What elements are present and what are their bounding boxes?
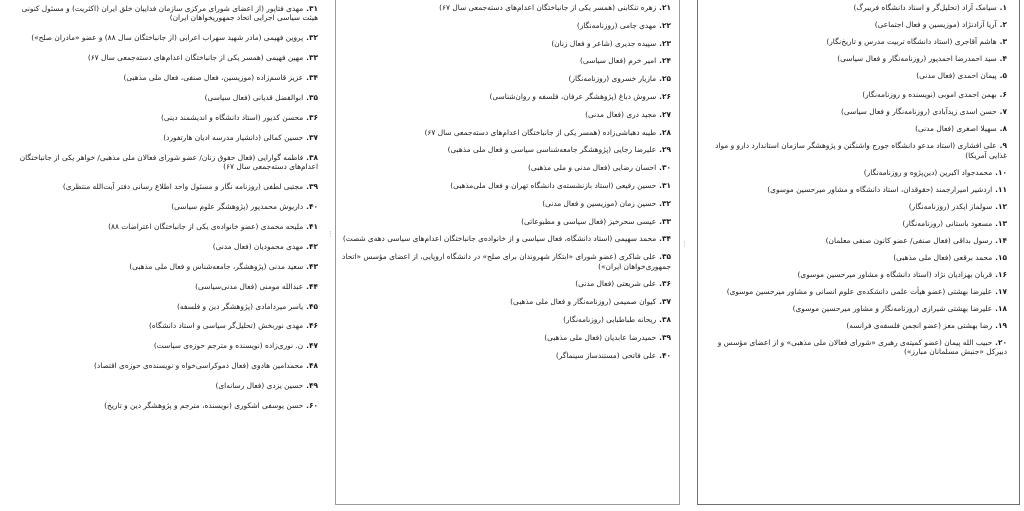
entry-text: مسعود باستانی (روزنامه‌نگار)	[902, 218, 993, 228]
signatory-entry	[708, 202, 1007, 211]
entry-number: ۶۰.	[306, 401, 318, 411]
signatory-entry	[340, 163, 671, 172]
signatory-entry	[6, 282, 318, 291]
entry-text: حسین رفیعی (استاد بازنشسته‌ی دانشگاه تهران و فعال ملی‌مذهبی)	[450, 180, 657, 190]
signatory-entry	[340, 297, 671, 306]
entry-number: ۴۰.	[659, 350, 671, 360]
entry-text: مازیار خسروی (روزنامه‌نگار)	[568, 74, 657, 84]
signatory-entry	[708, 20, 1007, 29]
entry-number: ۵.	[999, 71, 1007, 80]
entry-text: سعید مدنی (پژوهشگر، جامعه‌شناس و فعال ملی مذهبی)	[129, 261, 304, 271]
entry-text: هاشم آقاجری (استاد دانشگاه تربیت مدرس و تاریخ‌نگار)	[826, 37, 997, 46]
entry-number: ۱۹.	[995, 320, 1007, 330]
entry-text: سهیلا اصغری (فعال مدنی)	[915, 124, 997, 134]
entry-text: سروش دباغ (پژوهشگر عرفان، فلسفه و روان‌شناسی)	[489, 91, 657, 101]
entry-text: محمد سهیمی (استاد دانشگاه، فعال سیاسی و از خانواده‌ی جانباختگان اعدام‌های سیاسی دهه‌ی شصت)	[342, 234, 657, 244]
entry-number: ۲۸.	[659, 127, 671, 137]
entry-number: ۲۴.	[659, 56, 671, 66]
entry-text: مجتبی لطفی (روزنامه نگار و مسئول واحد اطلاع رسانی دفتر آیت‌الله منتظری)	[62, 182, 304, 192]
signatory-entry	[340, 279, 671, 288]
entry-text: محمدجواد اکبرین (دین‌پژوه و روزنامه‌نگار)	[863, 167, 993, 177]
entry-number: ۳.	[999, 37, 1007, 46]
signatory-entry	[340, 252, 671, 271]
signatory-entry	[708, 236, 1007, 245]
signatory-entry	[6, 222, 318, 231]
entry-text: عیسی سحرخیز (فعال سیاسی و مطبوعاتی)	[521, 216, 657, 226]
entry-number: ۶.	[999, 90, 1007, 100]
signatory-entry	[6, 302, 318, 311]
entry-number: ۴۶.	[306, 321, 318, 331]
entry-number: ۴۴.	[306, 281, 318, 291]
entry-text: داریوش محمدپور (پژوهشگر علوم سیاسی)	[171, 201, 304, 211]
signatory-entry	[340, 351, 671, 360]
entry-text: سپیده جدیری (شاعر و فعال زنان)	[551, 38, 657, 48]
entry-number: ۴۲.	[306, 241, 318, 251]
signatory-entry	[340, 39, 671, 48]
entry-number: ۳۴.	[659, 234, 671, 244]
entry-number: ۳۳.	[306, 53, 318, 63]
entry-number: ۲۲.	[659, 20, 671, 30]
entry-number: ۳۱.	[659, 180, 671, 190]
entry-number: ۳۷.	[306, 132, 318, 142]
signatory-entry	[708, 141, 1007, 160]
entry-text: مهدی محمودیان (فعال مدنی)	[212, 241, 304, 251]
entry-text: محمد برقعی (فعال ملی مذهبی)	[893, 252, 993, 262]
signatory-entry	[340, 145, 671, 154]
signatory-entry	[708, 37, 1007, 46]
entry-number: ۱۲.	[995, 201, 1007, 211]
entry-number: ۳۳.	[659, 216, 671, 226]
entry-number: ۲۳.	[659, 38, 671, 48]
entry-number: ۹.	[999, 141, 1007, 151]
entry-number: ۱۵.	[995, 252, 1007, 262]
signatory-entry	[6, 73, 318, 82]
signatory-entry	[340, 92, 671, 101]
gutter-mark: ⁝	[329, 230, 332, 240]
entry-text: علیرضا بهشتی شیرازی (روزنامه‌نگار و مشاور میرحسین موسوی)	[792, 303, 993, 313]
entry-text: حسین کمالی (دانشیار مدرسه ادیان هارتفورد)	[163, 132, 304, 142]
entry-text: احسان رضایی (فعال مدنی و ملی مذهبی)	[528, 163, 657, 173]
signatory-entry	[340, 110, 671, 119]
signatory-entry	[340, 21, 671, 30]
entry-number: ۳۰.	[659, 163, 671, 173]
entry-text: مجید دری (فعال مدنی)	[585, 109, 657, 119]
entry-text: محسن کدیور (استاد دانشگاه و اندیشمند دینی)	[160, 112, 304, 122]
signatory-entry	[340, 128, 671, 137]
entry-text: حبیب الله پیمان (عضو کمیته‌ی رهبری «شورای فعالان ملی مذهبی» و از اعضای مؤسس و دبیرکل «جنبش مسلمانان مبارز»)	[717, 337, 1007, 357]
entry-text: رضا بهشتی معز (عضو انجمن فلسفه‌ی فرانسه)	[846, 320, 993, 330]
entry-number: ۴۷.	[306, 341, 318, 351]
entry-number: ۳۴.	[306, 73, 318, 83]
entry-text: رسول بداقی (فعال صنفی/ عضو کانون صنفی معلمان)	[825, 235, 993, 245]
entry-text: علی شاکری (عضو شورای «ابتکار شهروندان برای صلح» در دانشگاه اروپایی، از اعضای مؤسس «اتحاد جمهوری‌خواهان ایران»)	[342, 252, 671, 271]
entry-number: ۴۱.	[306, 221, 318, 231]
signatory-entry	[6, 262, 318, 271]
entry-text: حسن یوسفی اشکوری (نویسنده، مترجم و پژوهشگر دین و تاریخ)	[104, 401, 304, 411]
signatories-column-left	[2, 0, 320, 511]
entry-number: ۱۴.	[995, 235, 1007, 245]
signatory-entry	[708, 185, 1007, 194]
entry-number: ۴.	[999, 54, 1007, 63]
entry-text: سیامک آزاد (تحلیل‌گر و استاد دانشگاه فریبرگ)	[853, 3, 997, 12]
entry-number: ۷.	[999, 107, 1007, 117]
signatory-entry	[708, 270, 1007, 279]
signatory-entry	[340, 315, 671, 324]
signatory-entry	[708, 321, 1007, 330]
signatory-entry	[6, 341, 318, 350]
entry-number: ۴۸.	[306, 361, 318, 371]
entry-number: ۱۰.	[995, 167, 1007, 177]
column-gutter	[321, 0, 333, 511]
entry-text: ریحانه طباطبایی (روزنامه‌نگار)	[563, 314, 657, 324]
signatory-entry	[708, 3, 1007, 12]
signatory-entry	[6, 321, 318, 330]
entry-number: ۳۸.	[306, 152, 318, 162]
entry-number: ۱۶.	[995, 269, 1007, 279]
entry-text: مهدی نوربخش (تحلیل‌گر سیاسی و استاد دانشگاه)	[149, 321, 304, 331]
entry-text: فاطمه گوارایی (فعال حقوق زنان/ عضو شورای فعالان ملی مذهبی/ خواهر یکی از جانباختگان اعدام‌های دسته‌جمعی سال ۶۷)	[19, 152, 318, 172]
signatory-entry	[340, 333, 671, 342]
signatory-entry	[6, 93, 318, 102]
entry-number: ۱۳.	[995, 218, 1007, 228]
signatory-entry	[6, 113, 318, 122]
entry-number: ۳۹.	[306, 182, 318, 192]
entry-text: علیرضا رجایی (پژوهشگر جامعه‌شناسی سیاسی و فعال ملی مذهبی)	[447, 145, 657, 155]
signatory-entry	[6, 242, 318, 251]
entry-number: ۳۹.	[659, 332, 671, 342]
signatory-entry	[708, 253, 1007, 262]
entry-text: علی فاتحی (مستندساز سینماگر)	[555, 350, 657, 360]
entry-number: ۳۷.	[659, 297, 671, 307]
entry-number: ۸.	[999, 124, 1007, 134]
signatory-entry	[340, 74, 671, 83]
entry-text: قربان بهزادیان نژاد (استاد دانشگاه و مشاور میرحسین موسوی)	[797, 269, 993, 279]
entry-text: ابوالفضل قدیانی (فعال سیاسی)	[204, 93, 304, 103]
signatory-entry	[6, 153, 318, 172]
signatory-entry	[6, 4, 318, 23]
signatory-entry	[708, 287, 1007, 296]
entry-text: حسن اسدی زیدآبادی (روزنامه‌نگار و فعال سیاسی)	[840, 107, 997, 117]
entry-text: یاسر میردامادی (پژوهشگر دین و فلسفه)	[176, 301, 304, 311]
entry-text: طیبه دهباشی‌زاده (همسر یکی از جانباختگان اعدام‌های دسته‌جمعی سال ۶۷)	[424, 127, 657, 137]
entry-text: علیرضا بهشتی (عضو هیأت علمی دانشکده‌ی علوم انسانی و مشاور میرحسین موسوی)	[726, 286, 993, 296]
entry-text: سید احمدرضا احمدپور (روزنامه‌نگار و فعال سیاسی)	[837, 54, 997, 63]
signatory-entry	[6, 401, 318, 410]
entry-number: ۳۶.	[659, 279, 671, 289]
signatory-entry	[708, 304, 1007, 313]
entry-number: ۳۱.	[306, 4, 318, 13]
entry-text: کیوان صمیمی (روزنامه‌نگار و فعال ملی مذهبی)	[510, 297, 657, 307]
entry-text: سولماز ایکدر (روزنامه‌نگار)	[908, 201, 993, 211]
signatories-column-middle	[335, 0, 680, 505]
entry-number: ۱۱.	[995, 184, 1007, 194]
entry-number: ۱.	[999, 3, 1007, 12]
entry-text: اردشیر امیرارجمند (حقوقدان، استاد دانشگاه و مشاور میرحسین موسوی)	[767, 184, 993, 194]
entry-number: ۲۱.	[659, 3, 671, 12]
signatory-entry	[6, 381, 318, 390]
entry-text: عبدالله مومنی (فعال مدنی‌سیاسی)	[195, 281, 304, 291]
entry-text: امیر خرم (فعال سیاسی)	[580, 56, 657, 66]
signatory-entry	[6, 202, 318, 211]
entry-text: حسین یزدی (فعال رسانه‌ای)	[215, 381, 304, 391]
entry-number: ۴۰.	[306, 201, 318, 211]
entry-text: بهمن احمدی اموبی (نویسنده و روزنامه‌نگار)	[862, 90, 997, 100]
signatory-entry	[6, 33, 318, 42]
entry-text: آریا آزادنژاد (موزیسین و فعال اجتماعی)	[874, 20, 997, 29]
entry-number: ۳۸.	[659, 314, 671, 324]
signatory-entry	[6, 182, 318, 191]
entry-text: ملیحه محمدی (عضو خانواده‌ی یکی از جانباختگان اعتراضات ۸۸)	[108, 221, 304, 231]
entry-number: ۳۲.	[659, 198, 671, 208]
entry-number: ۴۳.	[306, 261, 318, 271]
entry-text: زهره تنکابنی (همسر یکی از جانباختگان اعدام‌های دسته‌جمعی سال ۶۷)	[439, 3, 657, 12]
entry-text: علی افشاری (استاد مدعو دانشگاه جورج واشنگتن و پژوهشگر سازمان استاندارد دارو و مواد غذایی آمریکا)	[715, 141, 1007, 160]
entry-text: پروین فهیمی (مادر شهید سهراب اعرابی (از جانباختگان سال ۸۸) و عضو «مادران صلح»)	[31, 33, 304, 43]
entry-number: ۱۸.	[995, 303, 1007, 313]
signatory-entry	[340, 56, 671, 65]
signatory-entry	[708, 54, 1007, 63]
signatory-entry	[340, 181, 671, 190]
entry-text: محمدامین هادوی (فعال دموکراسی‌خواه و نویسنده‌ی حوزه‌ی اقتصاد)	[94, 361, 304, 371]
entry-number: ۳۵.	[659, 252, 671, 262]
entry-text: مهین فهیمی (همسر یکی از جانباختگان اعدام‌های دسته‌جمعی سال ۶۷)	[87, 53, 304, 63]
entry-number: ۲۷.	[659, 109, 671, 119]
entry-text: علی شریعتی (فعال مدنی)	[575, 279, 657, 289]
signatory-entry	[708, 219, 1007, 228]
signatory-entry	[340, 217, 671, 226]
signatory-entry	[708, 124, 1007, 133]
entry-number: ۳۵.	[306, 93, 318, 103]
entry-number: ۴۹.	[306, 381, 318, 391]
entry-text: حمیدرضا عابدیان (فعال ملی مذهبی)	[544, 332, 657, 342]
entry-text: حسین زمان (موزیسین و فعال مدنی)	[542, 198, 657, 208]
signatories-column-right	[697, 0, 1020, 505]
entry-text: عزیز قاسم‌زاده (موزیسین، فعال صنفی، فعال ملی مذهبی)	[123, 73, 304, 83]
signatory-entry	[340, 199, 671, 208]
entry-number: ۱۷.	[995, 286, 1007, 296]
entry-text: پیمان احمدی (فعال مدنی)	[916, 71, 997, 80]
entry-number: ۲۹.	[659, 145, 671, 155]
signatory-entry	[708, 107, 1007, 116]
entry-text: ن. نوری‌زاده (نویسنده و مترجم حوزه‌ی سیاست)	[153, 341, 304, 351]
signatory-entry	[6, 361, 318, 370]
signatory-entry	[708, 71, 1007, 80]
signatory-entry	[6, 133, 318, 142]
signatory-entry	[708, 90, 1007, 99]
entry-number: ۳۶.	[306, 112, 318, 122]
signatory-entry	[340, 234, 671, 243]
signatory-entry	[340, 3, 671, 12]
entry-number: ۳۲.	[306, 33, 318, 43]
entry-text: مهدی فتاپور (از اعضای شورای مرکزی سازمان فداییان خلق ایران (اکثریت) و مسئول کنونی هیئت سیاسی اجرایی اتحاد جمهوریخواهان ایران)	[21, 4, 318, 23]
entry-text: مهدی جامی (روزنامه‌نگار)	[576, 20, 657, 30]
signatory-entry	[6, 53, 318, 62]
entry-number: ۴۵.	[306, 301, 318, 311]
entry-number: ۲۰.	[995, 337, 1007, 347]
entry-number: ۲۶.	[659, 91, 671, 101]
signatory-entry	[708, 338, 1007, 357]
entry-number: ۲۵.	[659, 74, 671, 84]
entry-number: ۲.	[999, 20, 1007, 29]
signatory-entry	[708, 168, 1007, 177]
gutter-mark: ⁝	[683, 240, 686, 250]
